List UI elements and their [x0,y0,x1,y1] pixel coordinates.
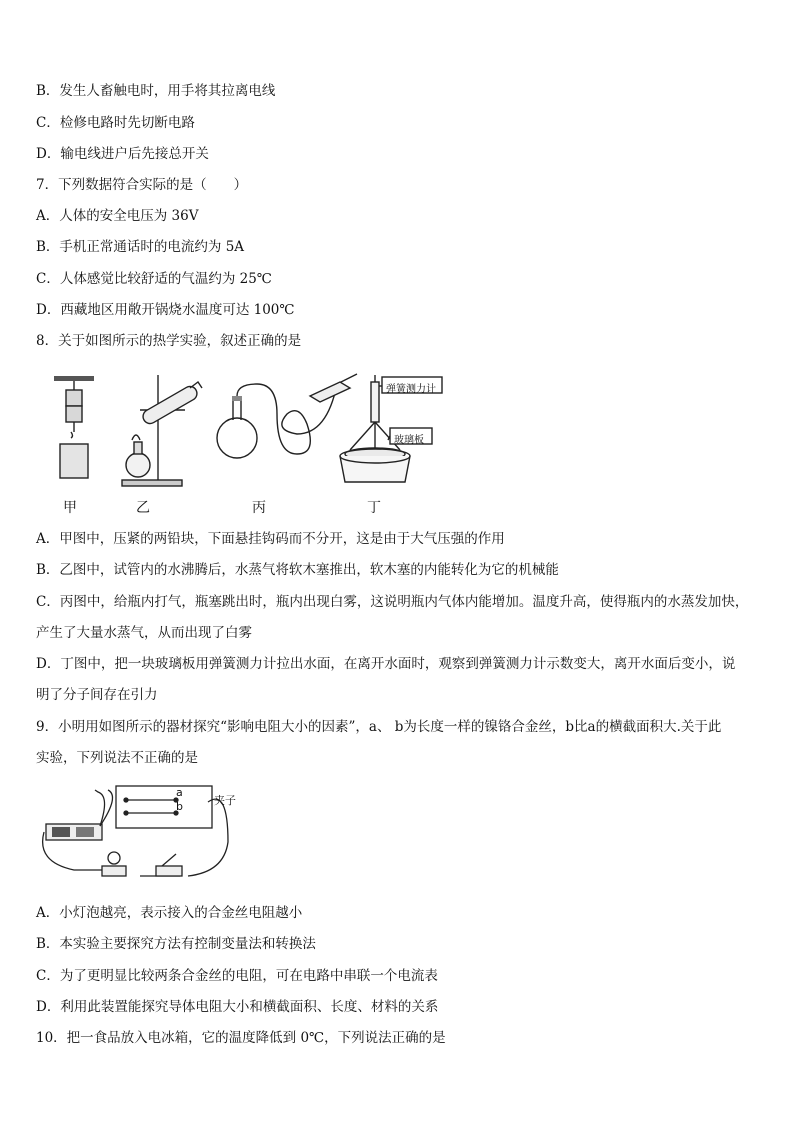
q6-option-b: B．发生人畜触电时，用手将其拉离电线 [36,83,276,99]
fig-label-jia: 甲 [63,500,77,516]
q8-stem: 8．关于如图所示的热学实验，叙述正确的是 [36,333,302,349]
fig-label-bing: 丙 [252,500,266,516]
q8-option-c-line1: C．丙图中，给瓶内打气，瓶塞跳出时，瓶内出现白雾，这说明瓶内气体内能增加。温度升高，使得瓶内的水蒸发加快， [36,594,749,610]
q6-option-c: C．检修电路时先切断电路 [36,115,195,131]
q10-stem: 10．把一食品放入电冰箱，它的温度降低到 0℃，下列说法正确的是 [36,1030,446,1046]
q7-stem: 7．下列数据符合实际的是（ ） [36,177,248,193]
q9-option-c: C．为了更明显比较两条合金丝的电阻，可在电路中串联一个电流表 [36,968,438,984]
fig-wire-a-label: a [176,786,183,799]
fig-label-yi: 乙 [136,500,150,516]
q8-option-b: B．乙图中，试管内的水沸腾后，水蒸气将软木塞推出，软木塞的内能转化为它的机械能 [36,562,559,578]
q8-option-d-line1: D．丁图中，把一块玻璃板用弹簧测力计拉出水面，在离开水面时，观察到弹簧测力计示数变大，离开水面后变小，说 [36,656,736,672]
q9-option-a: A．小灯泡越亮，表示接入的合金丝电阻越小 [36,905,303,921]
q9-stem-line2: 实验，下列说法不正确的是 [36,750,198,766]
q8-option-c-line2: 产生了大量水蒸气，从而出现了白雾 [36,625,252,641]
fig-label-ding: 丁 [367,500,381,516]
q8-option-a: A．甲图中，压紧的两铅块，下面悬挂钩码而不分开，这是由于大气压强的作用 [36,531,505,547]
q7-option-c: C．人体感觉比较舒适的气温约为 25℃ [36,271,272,287]
fig-tag-glass-plate: 玻璃板 [394,435,424,446]
fig-tag-spring-scale: 弹簧测力计 [386,384,436,395]
q7-option-b: B．手机正常通话时的电流约为 5A [36,239,245,255]
fig-yi-test-tube [122,375,202,486]
q7-option-a: A．人体的安全电压为 36V [36,208,199,224]
fig-jia-lead-blocks [54,376,94,478]
fig-bing-flask [217,374,357,458]
q9-option-b: B．本实验主要探究方法有控制变量法和转换法 [36,936,316,952]
fig-wire-b-label: b [176,800,183,813]
q9-option-d: D．利用此装置能探究导体电阻大小和横截面积、长度、材料的关系 [36,999,439,1015]
fig-tag-clip: 夹子 [214,794,236,807]
q8-option-d-line2: 明了分子间存在引力 [36,687,158,703]
q6-option-d: D．输电线进户后先接总开关 [36,146,209,162]
q7-option-d: D．西藏地区用敞开锅烧水温度可达 100℃ [36,302,295,318]
q9-stem-line1: 9．小明用如图所示的器材探究“影响电阻大小的因素”，a、 b为长度一样的镍铬合金丝，b比a的横截面积大.关于此 [36,719,722,735]
